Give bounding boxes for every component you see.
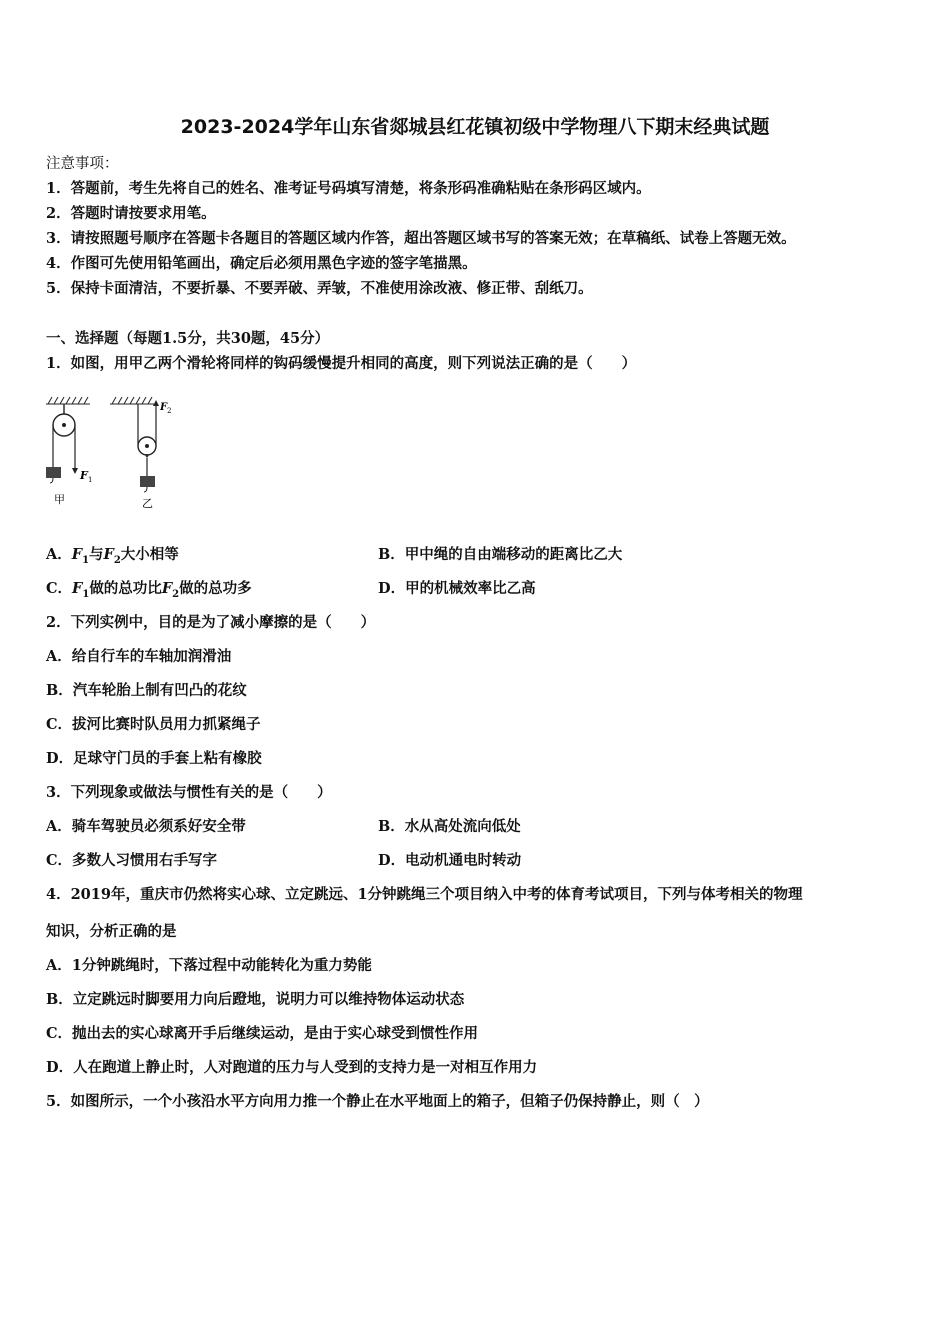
q2-option-d: D．足球守门员的手套上粘有橡胶 [46,750,262,767]
q5-stem: 5．如图所示，一个小孩沿水平方向用力推一个静止在水平地面上的箱子，但箱子仍保持静止，则（ ） [46,1093,709,1110]
notice-heading: 注意事项： [46,156,119,172]
q3-option-c: C．多数人习惯用右手写字 [46,852,218,869]
q3-option-d: D．电动机通电时转动 [378,852,522,869]
notice-item-2: 2．答题时请按要求用笔。 [46,205,216,222]
q4-stem-line-1: 4．2019年，重庆市仍然将实心球、立定跳远、1分钟跳绳三个项目纳入中考的体育考试项目，下列与体考相关的物理 [46,886,803,903]
q3-option-b: B．水从高处流向低处 [378,818,521,835]
f2-subscript: 2 [167,407,172,415]
label-jia: 甲 [54,493,65,506]
f2-label: F [160,402,168,413]
notice-item-4: 4．作图可先使用铅笔画出，确定后必须用黑色字迹的签字笔描黑。 [46,255,477,272]
notice-item-5: 5．保持卡面清洁，不要折暴、不要弄破、弄皱，不准使用涂改液、修正带、刮纸刀。 [46,280,593,297]
q2-option-a: A．给自行车的车轴加润滑油 [46,648,232,665]
q1-option-a: A．$F_1$与$F_2$大小相等 [46,546,179,566]
force-arrow-f1 [72,468,78,474]
weight-b [140,476,155,487]
q1-stem: 1．如图，用甲乙两个滑轮将同样的钩码缓慢提升相同的高度，则下列说法正确的是（ ） [46,355,637,372]
weight-a [46,467,61,478]
notice-item-1: 1．答题前，考生先将自己的姓名、准考证号码填写清楚，将条形码准确粘贴在条形码区域内。 [46,180,651,197]
q4-option-b: B．立定跳远时脚要用力向后蹬地，说明力可以维持物体运动状态 [46,991,465,1008]
q1-option-d: D．甲的机械效率比乙高 [378,580,536,597]
f1-label: F [80,469,88,482]
q3-option-a: A．骑车驾驶员必须系好安全带 [46,818,246,835]
q2-option-b: B．汽车轮胎上制有凹凸的花纹 [46,682,247,699]
q3-stem: 3．下列现象或做法与惯性有关的是（ ） [46,784,332,801]
q4-option-a: A．1分钟跳绳时，下落过程中动能转化为重力势能 [46,957,372,974]
q4-option-c: C．抛出去的实心球离开手后继续运动，是由于实心球受到惯性作用 [46,1025,479,1042]
label-yi: 乙 [142,497,153,510]
exam-title: 2023-2024学年山东省郯城县红花镇初级中学物理八下期末经典试题 [180,116,770,138]
q4-option-d: D．人在跑道上静止时，人对跑道的压力与人受到的支持力是一对相互作用力 [46,1059,538,1076]
q4-stem-line-2: 知识，分析正确的是 [46,923,177,940]
section-heading: 一、选择题（每题1.5分，共30题，45分） [46,330,330,347]
pulley-figure [40,388,190,513]
f1-subscript: 1 [88,476,93,484]
q1-option-b: B．甲中绳的自由端移动的距离比乙大 [378,546,623,563]
force-arrow-f2 [153,400,159,406]
q2-stem: 2．下列实例中，目的是为了减小摩擦的是（ ） [46,614,376,631]
q1-option-c: C．$F_1$做的总功比$F_2$做的总功多 [46,580,252,600]
ceiling-b [110,397,154,404]
notice-item-3: 3．请按照题号顺序在答题卡各题目的答题区域内作答，超出答题区域书写的答案无效；在草稿纸、试卷上答题无效。 [46,230,796,247]
ceiling-a [46,397,90,404]
q2-option-c: C．拔河比赛时队员用力抓紧绳子 [46,716,261,733]
